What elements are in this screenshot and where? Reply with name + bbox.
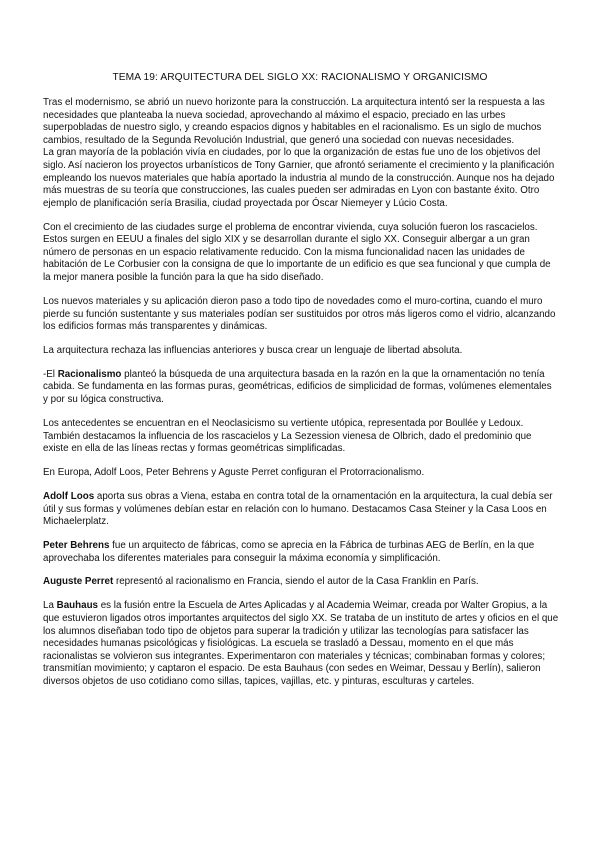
paragraph-antecedents: Los antecedentes se encuentran en el Neoclasicismo su vertiente utópica, representada por Boullée y Ledoux. También destacamos la influencia de los rascacielos y La Sezession vienesa de Olbrich, dado el predominio que existe en ella de las líneas rectas y formas geométricas simplificadas. bbox=[43, 417, 532, 455]
term-adolf-loos: Adolf Loos bbox=[43, 490, 95, 502]
paragraph-auguste-perret bbox=[43, 576, 559, 589]
paragraph-protorracionalismo: En Europa, Adolf Loos, Peter Behrens y Aguste Perret configuran el Protorracionalismo. bbox=[43, 467, 425, 479]
paragraph-intro: Tras el modernismo, se abrió un nuevo horizonte para la construcción. La arquitectura intentó ser la respuesta a las necesidades que planteaba la nueva sociedad, aprovechando al máximo el espacio, preciado en las urbes superpobladas de nuestro siglo, y creando espacios dignos y habitables en el racionalismo. Es un siglo de muchos cambios, resultado de la Segunda Revolución Industrial, que generó una sociedad con nuevas necesidades. bbox=[43, 97, 545, 146]
paragraph-urbanism: La gran mayoría de la población vivía en ciudades, por lo que la organización de estas fue uno de los objetivos del siglo. Así nacieron los proyectos urbanísticos de Tony Garnier, que afrontó seriamente el crecimiento y la planificación empleando los nuevos materiales que había aportado la industria al mundo de la construcción. Aunque nos ha dejado más muestras de su teoría que construcciones, las cuales pueden ser admiradas en Lyon con bastante éxito. Otro ejemplo de planificación sería Brasilia, ciudad proyectada por Óscar Niemeyer y Lúcio Costa. bbox=[43, 147, 555, 209]
paragraph-text: representó al racionalismo en Francia, siendo el autor de la Casa Franklin en París. bbox=[113, 576, 479, 588]
paragraph-prefix: La bbox=[43, 600, 57, 612]
paragraph-text: es la fusión entre la Escuela de Artes Aplicadas y al Academia Weimar, creada por Walter Gropius, a la que estuvieron ligados otros importantes arquitectos del siglo XX. Se trataba de un instituto de artes y oficios en el que los alumnos diseñaban todo tipo de objetos para superar la tradición y utilizar las tecnologías para satisfacer las necesidades humanas psicológicas y fisiológicas. La escuela se trasladó a Dessau, momento en el que más racionalistas se volvieron sus integrantes. Experimentaron con materiales y técnicas; combinaban formas y colores; transmitían movimiento; y captaron el espacio. De esta Bauhaus (con sedes en Weimar, Dessau y Berlín), salieron diversos objetos de uso cotidiano como sillas, tapices, vajillas, etc. y pinturas, esculturas y carteles. bbox=[43, 600, 559, 687]
paragraph-adolf-loos bbox=[43, 491, 559, 529]
paragraph-skyscrapers: Con el crecimiento de las ciudades surge el problema de encontrar vivienda, cuya solución fueron los rascacielos. Estos surgen en EEUU a finales del siglo XIX y se desarrollan durante el siglo XX. Conseguir albergar a un gran número de personas en un espacio relativamente reducido. Con la misma funcionalidad nacen las unidades de habitación de Le Corbusier con la consigna de que lo importante de un edificio es que sea funcional y que cumpla de la mejor manera posible la función para la que ha sido diseñado. bbox=[43, 221, 551, 284]
paragraph-prefix: -El bbox=[43, 368, 58, 380]
paragraph-peter-behrens bbox=[43, 540, 559, 565]
term-peter-behrens: Peter Behrens bbox=[43, 540, 110, 551]
paragraph-bauhaus bbox=[43, 600, 559, 688]
paragraph-materials: Los nuevos materiales y su aplicación dieron paso a todo tipo de novedades como el muro-cortina, cuando el muro pierde su función sustentante y sus materiales podían ser sustituidos por otros más ligeros como el vidrio, alcanzando los edificios formas más transparentes y dinámicas. bbox=[43, 295, 556, 333]
term-racionalismo: Racionalismo bbox=[57, 368, 122, 380]
document-body bbox=[43, 97, 559, 700]
paragraph-freedom: La arquitectura rechaza las influencias anteriores y busca crear un lenguaje de libertad absoluta. bbox=[43, 344, 463, 356]
term-bauhaus: Bauhaus bbox=[56, 600, 98, 612]
paragraph-text: aporta sus obras a Viena, estaba en contra total de la ornamentación en la arquitectura, la cual debía ser útil y sus formas y volúmenes debían estar en relación con lo humano. Destacamos Casa Steiner y la Casa Loos en Michaelerplatz. bbox=[43, 490, 553, 528]
page-title: TEMA 19: ARQUITECTURA DEL SIGLO XX: RACIONALISMO Y ORGANICISMO bbox=[112, 72, 488, 83]
paragraph-racionalismo bbox=[43, 369, 559, 407]
paragraph-text: planteó la búsqueda de una arquitectura basada en la razón en la que la ornamentación no tenía cabida. Se fundamenta en las formas puras, geométricas, edificios de simplicidad de formas, volúmenes elementales y por su lógica constructiva. bbox=[43, 368, 552, 406]
paragraph-text: fue un arquitecto de fábricas, como se aprecia en la Fábrica de turbinas AEG de Berlín, en la que aprovechaba los diferentes materiales para conseguir la máxima economía y simplificación. bbox=[43, 540, 535, 564]
term-auguste-perret: Auguste Perret bbox=[43, 576, 114, 588]
